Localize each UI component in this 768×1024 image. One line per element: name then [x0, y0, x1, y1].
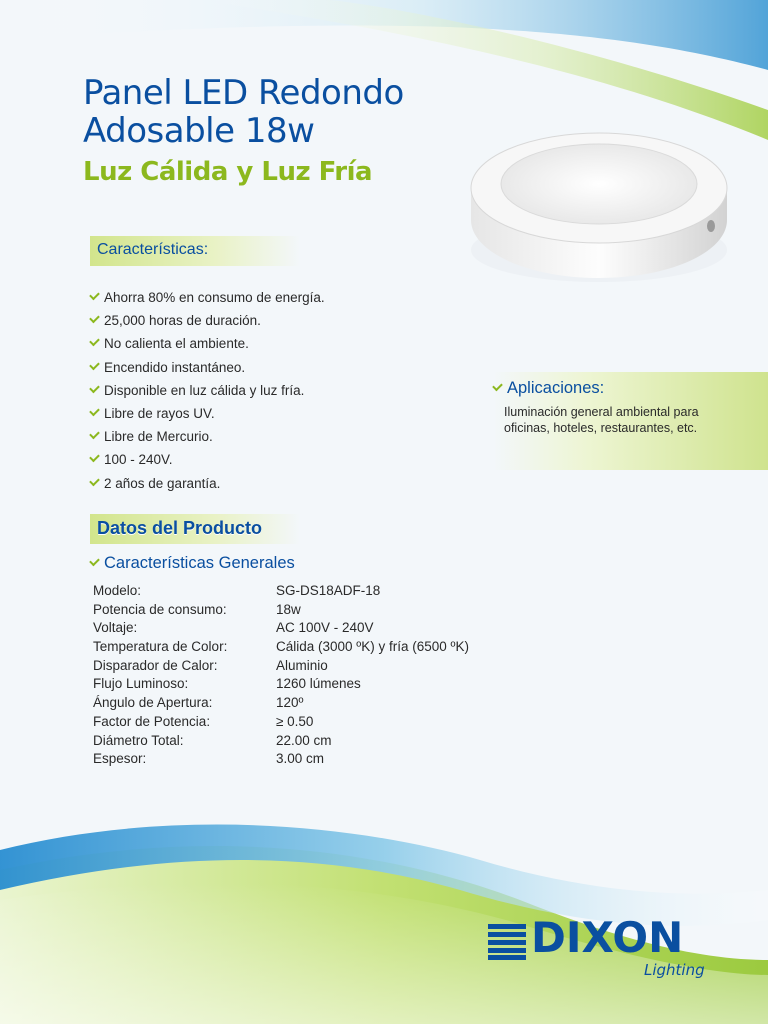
features-heading-bar: [90, 236, 300, 266]
product-title: [83, 74, 404, 150]
product-data-heading: Datos del Producto: [97, 518, 263, 538]
check-icon: [89, 382, 100, 393]
table-row: Flujo Luminoso: 1260 lúmenes: [93, 676, 361, 692]
check-icon: [89, 336, 100, 347]
dixon-logo: [488, 913, 708, 988]
specs-table: [93, 582, 469, 769]
check-icon: [89, 429, 100, 440]
applications-heading: Aplicaciones:: [493, 377, 604, 399]
logo-bars-icon: [488, 924, 526, 960]
check-icon: [89, 475, 100, 486]
check-icon: [89, 452, 100, 463]
title-line-2: Adosable 18w: [83, 111, 315, 151]
brand-tagline: Lighting: [644, 961, 705, 979]
features-list: [90, 287, 325, 496]
list-item: Ahorra 80% en consumo de energía.: [90, 287, 325, 310]
check-icon: [89, 313, 100, 324]
list-item: 2 años de garantía.: [90, 473, 325, 496]
list-item: Libre de rayos UV.: [90, 403, 325, 426]
check-icon: [89, 406, 100, 417]
applications-text: Iluminación general ambiental para oficinas, hoteles, restaurantes, etc.: [504, 405, 699, 435]
check-icon: [492, 381, 503, 392]
check-icon: [89, 556, 100, 567]
product-subtitle: Luz Cálida y Luz Fría: [83, 157, 373, 187]
list-item: Libre de Mercurio.: [90, 426, 325, 449]
general-specs-heading: Características Generales: [90, 552, 295, 574]
list-item: 25,000 horas de duración.: [90, 310, 325, 333]
list-item: No calienta el ambiente.: [90, 333, 325, 356]
table-row: Potencia de consumo: 18w: [93, 601, 301, 617]
table-row: Modelo: SG-DS18ADF-18: [93, 583, 381, 598]
applications-panel: [493, 372, 768, 470]
list-item: 100 - 240V.: [90, 449, 325, 472]
features-heading: Características:: [97, 241, 209, 258]
table-row: Diámetro Total: 22.00 cm: [93, 732, 332, 748]
title-line-1: Panel LED Redondo: [83, 73, 404, 113]
led-panel-image: [468, 130, 730, 282]
table-row: Voltaje: AC 100V - 240V: [93, 620, 374, 636]
table-row: Ángulo de Apertura: 120º: [93, 695, 304, 711]
check-icon: [89, 290, 100, 301]
table-row: Espesor: 3.00 cm: [93, 751, 325, 767]
brand-name: DIXON: [531, 913, 684, 962]
table-row: Disparador de Calor: Aluminio: [93, 657, 328, 673]
table-row: Temperatura de Color: Cálida (3000 ºK) y fría (6500 ºK): [93, 639, 469, 655]
list-item: Encendido instantáneo.: [90, 357, 325, 380]
product-data-heading-bar: [90, 514, 300, 544]
list-item: Disponible en luz cálida y luz fría.: [90, 380, 325, 403]
table-row: Factor de Potencia: ≥ 0.50: [93, 713, 314, 729]
check-icon: [89, 359, 100, 370]
